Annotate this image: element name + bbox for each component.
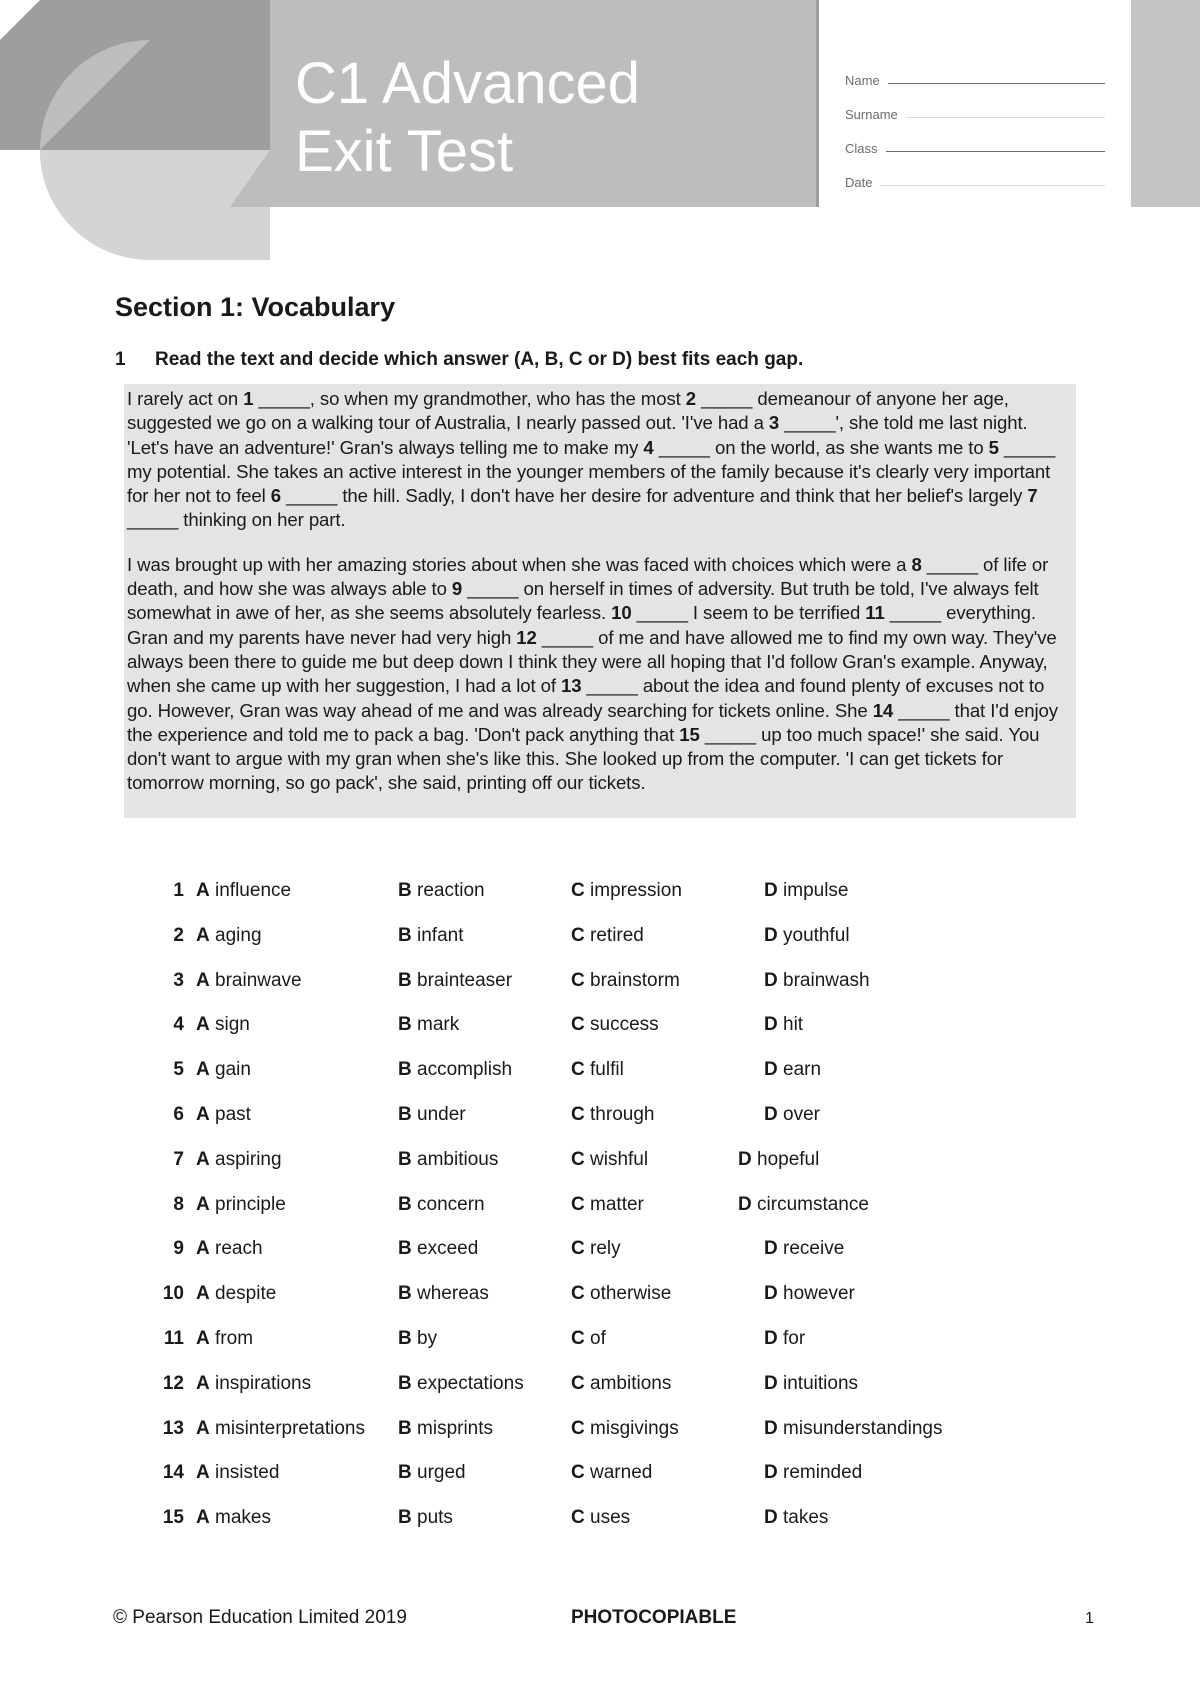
option-letter: A — [196, 924, 210, 946]
option-c[interactable] — [571, 880, 682, 902]
option-c[interactable] — [571, 1238, 621, 1260]
option-word: hopeful — [757, 1148, 820, 1170]
question-number: 1 — [173, 880, 184, 901]
option-a[interactable] — [196, 1328, 253, 1350]
option-word: brainwash — [783, 969, 870, 991]
option-word: urged — [417, 1462, 466, 1484]
option-b[interactable] — [398, 1194, 485, 1216]
option-letter: D — [764, 880, 778, 901]
passage-text: _____ of life or death, and how she was always able to — [127, 553, 1049, 600]
gap-number: 13 — [561, 675, 582, 697]
question-number: 14 — [162, 1462, 184, 1484]
option-word: over — [783, 1103, 820, 1125]
student-details — [845, 54, 1105, 190]
option-letter: A — [196, 1238, 210, 1260]
gap-number: 5 — [988, 436, 999, 458]
option-c[interactable] — [571, 1283, 671, 1305]
option-letter: A — [196, 1417, 210, 1439]
passage-text: I rarely act on — [127, 388, 244, 409]
passage-text: _____ up too much space!' she said. You don't want to argue with my gran when she's like this. She looked up from the computer. 'I can get tickets for tomorrow morning, so go pack', she said, printing off our tickets. — [127, 723, 1040, 794]
option-letter: D — [738, 1193, 752, 1215]
option-letter: B — [398, 1148, 412, 1170]
option-a[interactable] — [196, 1014, 250, 1036]
option-word: brainteaser — [417, 969, 513, 991]
title-line-2: Exit Test — [295, 119, 514, 184]
option-a[interactable] — [196, 925, 262, 947]
question-number: 11 — [163, 1327, 184, 1349]
gap-number: 8 — [911, 553, 922, 575]
option-letter: B — [398, 969, 412, 991]
question-number: 13 — [162, 1417, 184, 1439]
option-letter: C — [571, 969, 585, 991]
option-letter: D — [764, 1059, 778, 1081]
option-word: matter — [590, 1193, 644, 1215]
option-word: aspiring — [215, 1148, 282, 1170]
option-word: ambitious — [417, 1148, 499, 1170]
option-a[interactable] — [196, 1059, 251, 1081]
question-number: 10 — [162, 1283, 184, 1305]
option-letter: A — [196, 1327, 210, 1349]
option-letter: B — [398, 1417, 412, 1439]
option-word: takes — [783, 1507, 829, 1529]
question-number: 8 — [173, 1193, 184, 1215]
gap-number: 15 — [679, 723, 700, 745]
option-letter: D — [764, 1103, 778, 1125]
option-letter: D — [764, 969, 778, 991]
section-heading: Section 1: Vocabulary — [115, 292, 396, 322]
option-d[interactable] — [764, 1462, 862, 1484]
option-letter: A — [196, 1507, 210, 1529]
option-d[interactable] — [764, 1059, 821, 1081]
reading-passage — [124, 384, 1076, 818]
option-a[interactable] — [196, 1238, 263, 1260]
passage-text: _____ on the world, as she wants me to — [653, 436, 989, 458]
question-number: 12 — [162, 1372, 184, 1394]
option-letter: C — [571, 880, 585, 901]
question-number: 3 — [173, 969, 184, 991]
question-number: 2 — [173, 924, 184, 946]
passage-text: _____ thinking on her part. — [127, 509, 346, 531]
option-letter: C — [571, 1238, 585, 1260]
option-word: concern — [417, 1193, 485, 1215]
option-word: makes — [215, 1507, 271, 1529]
footer-copyright: © Pearson Education Limited 2019 — [113, 1607, 407, 1628]
option-word: misprints — [417, 1417, 494, 1439]
option-word: circumstance — [757, 1193, 869, 1215]
option-a[interactable] — [196, 1194, 286, 1216]
option-word: despite — [215, 1283, 277, 1305]
option-a[interactable] — [196, 880, 291, 902]
option-letter: C — [571, 1372, 585, 1394]
option-letter: B — [398, 1462, 412, 1484]
option-letter: D — [764, 1417, 778, 1439]
option-word: reach — [215, 1238, 263, 1260]
option-a[interactable] — [196, 1283, 276, 1305]
option-a[interactable] — [196, 1373, 311, 1395]
passage-text: _____', she told me last night. 'Let's have an adventure!' Gran's always telling me to make my — [127, 412, 1028, 458]
option-d[interactable] — [764, 1418, 943, 1440]
option-word: warned — [590, 1462, 653, 1484]
option-word: infant — [417, 924, 464, 946]
passage-text: _____ about the idea and found plenty of excuses not to go. However, Gran was way ahead of me and was already searching for tickets online. She — [127, 675, 1045, 721]
option-c[interactable] — [571, 1149, 648, 1171]
option-word: brainwave — [215, 969, 302, 991]
option-word: fulfil — [590, 1059, 624, 1081]
option-word: of — [590, 1327, 606, 1349]
passage-text: _____ demeanour of anyone her age, suggested we go on a walking tour of Australia, I nearly passed out. 'I've had a — [127, 388, 1009, 434]
option-letter: D — [764, 1507, 778, 1529]
option-letter: D — [764, 924, 778, 946]
passage-text: _____ the hill. Sadly, I don't have her desire for adventure and think that her belief's largely — [281, 485, 1028, 507]
option-letter: C — [571, 1148, 585, 1170]
option-b[interactable] — [398, 1149, 498, 1171]
option-word: for — [783, 1327, 806, 1349]
option-letter: A — [196, 969, 210, 991]
gap-number: 14 — [872, 699, 894, 721]
class-label: Class — [845, 141, 878, 156]
option-word: success — [590, 1014, 659, 1036]
option-c[interactable] — [571, 1507, 630, 1529]
option-b[interactable] — [398, 1104, 466, 1126]
surname-line — [906, 116, 1105, 118]
option-b[interactable] — [398, 1462, 466, 1484]
class-line — [886, 150, 1105, 152]
option-b[interactable] — [398, 1283, 489, 1305]
option-word: misunderstandings — [783, 1417, 943, 1439]
header-divider — [816, 0, 819, 207]
option-letter: C — [571, 1193, 585, 1215]
option-word: expectations — [417, 1372, 524, 1394]
option-a[interactable] — [196, 970, 302, 992]
option-word: receive — [783, 1238, 845, 1260]
option-word: misinterpretations — [215, 1417, 365, 1439]
option-word: mark — [417, 1014, 460, 1036]
name-line — [888, 82, 1105, 84]
option-c[interactable] — [571, 1462, 652, 1484]
option-letter: D — [764, 1283, 778, 1305]
option-word: intuitions — [783, 1372, 859, 1394]
passage-paragraph-1 — [127, 387, 1073, 533]
surname-field[interactable] — [845, 88, 1105, 122]
task-instruction-text: Read the text and decide which answer (A, B, C or D) best fits each gap. — [155, 349, 804, 370]
option-word: rely — [590, 1238, 621, 1260]
option-word: uses — [590, 1507, 631, 1529]
option-word: principle — [215, 1193, 286, 1215]
option-letter: A — [196, 1462, 210, 1484]
option-b[interactable] — [398, 1418, 493, 1440]
header-right-strip — [1131, 0, 1200, 207]
option-word: whereas — [417, 1283, 489, 1305]
option-b[interactable] — [398, 1238, 478, 1260]
option-letter: B — [398, 1103, 412, 1125]
option-b[interactable] — [398, 880, 485, 902]
date-label: Date — [845, 175, 873, 190]
option-letter: A — [196, 1059, 210, 1081]
task-number: 1 — [115, 349, 126, 370]
gap-number: 3 — [768, 412, 780, 434]
option-a[interactable] — [196, 1104, 251, 1126]
option-word: influence — [215, 880, 292, 901]
option-letter: C — [571, 1507, 585, 1529]
option-letter: A — [196, 1193, 210, 1215]
date-field[interactable] — [845, 156, 1105, 190]
option-letter: A — [196, 880, 210, 901]
option-letter: C — [571, 1103, 585, 1125]
option-letter: D — [764, 1372, 778, 1394]
logo-graphic — [0, 0, 270, 260]
option-word: accomplish — [417, 1059, 513, 1081]
option-letter: D — [764, 1014, 778, 1036]
option-b[interactable] — [398, 925, 464, 947]
test-title — [295, 50, 640, 186]
gap-number: 10 — [611, 602, 632, 624]
date-line — [880, 184, 1105, 186]
option-word: brainstorm — [590, 969, 680, 991]
passage-text: _____ on herself in times of adversity. But truth be told, I've always felt somewhat in awe of her, as she seems absolutely fearless. — [127, 578, 1039, 624]
gap-number: 4 — [643, 436, 654, 458]
option-word: wishful — [590, 1148, 649, 1170]
option-letter: C — [571, 1417, 585, 1439]
option-word: reaction — [417, 880, 485, 901]
gap-number: 1 — [243, 388, 254, 409]
option-word: however — [783, 1283, 855, 1305]
option-word: from — [215, 1327, 254, 1349]
option-word: reminded — [783, 1462, 863, 1484]
option-letter: B — [398, 1014, 412, 1036]
option-letter: D — [764, 1462, 778, 1484]
option-c[interactable] — [571, 1104, 654, 1126]
option-d[interactable] — [764, 1328, 805, 1350]
option-letter: B — [398, 1238, 412, 1260]
option-d[interactable] — [764, 1014, 803, 1036]
option-letter: A — [196, 1148, 210, 1170]
passage-text: _____ I seem to be terrified — [631, 602, 866, 624]
class-field[interactable] — [845, 122, 1105, 156]
option-letter: A — [196, 1283, 210, 1305]
option-letter: B — [398, 1327, 412, 1349]
option-letter: B — [398, 1372, 412, 1394]
passage-text: I was brought up with her amazing stories about when she was faced with choices which were a — [127, 553, 912, 575]
passage-text: _____, so when my grandmother, who has the most — [253, 388, 686, 409]
option-d[interactable] — [764, 1104, 820, 1126]
option-word: aging — [215, 924, 262, 946]
passage-text: _____ of me and have allowed me to find my own way. They've always been there to guide me but deep down I think they were all hoping that I'd follow Gran's example. Anyway, when she came up with her suggestion, I had a lot of — [127, 626, 1057, 697]
option-word: by — [417, 1327, 438, 1349]
option-letter: B — [398, 1193, 412, 1215]
option-c[interactable] — [571, 970, 680, 992]
gap-number: 12 — [516, 626, 537, 648]
name-field[interactable] — [845, 54, 1105, 88]
question-number: 4 — [173, 1014, 184, 1036]
option-word: inspirations — [215, 1372, 312, 1394]
option-c[interactable] — [571, 1059, 624, 1081]
option-word: ambitions — [590, 1372, 672, 1394]
passage-paragraph-2 — [127, 553, 1073, 796]
option-d[interactable] — [738, 1149, 819, 1171]
option-letter: A — [196, 1014, 210, 1036]
option-letter: B — [398, 1507, 412, 1529]
option-word: retired — [590, 924, 644, 946]
option-letter: D — [764, 1327, 778, 1349]
title-line-1: C1 Advanced — [295, 51, 641, 116]
option-d[interactable] — [764, 1283, 855, 1305]
option-word: sign — [215, 1014, 250, 1036]
gap-number: 7 — [1027, 485, 1038, 507]
question-number: 5 — [173, 1059, 184, 1081]
page-number: 1 — [1085, 1610, 1094, 1627]
option-letter: C — [571, 924, 585, 946]
option-letter: B — [398, 1059, 412, 1081]
option-word: misgivings — [590, 1417, 679, 1439]
option-word: hit — [783, 1014, 804, 1036]
option-letter: B — [398, 880, 412, 901]
option-letter: B — [398, 1283, 412, 1305]
option-letter: C — [571, 1059, 585, 1081]
option-d[interactable] — [764, 880, 849, 902]
option-word: impulse — [783, 880, 849, 901]
passage-text: _____ my potential. She takes an active interest in the younger members of the family because it's clearly very important for her not to feel — [127, 436, 1056, 507]
option-d[interactable] — [764, 970, 870, 992]
option-b[interactable] — [398, 1014, 459, 1036]
option-word: exceed — [417, 1238, 479, 1260]
option-b[interactable] — [398, 1328, 437, 1350]
option-b[interactable] — [398, 1373, 524, 1395]
question-number: 15 — [162, 1507, 184, 1529]
footer-photocopiable: PHOTOCOPIABLE — [571, 1607, 737, 1628]
question-number: 6 — [173, 1103, 184, 1125]
gap-number: 6 — [270, 485, 281, 507]
option-word: insisted — [215, 1462, 280, 1484]
option-d[interactable] — [738, 1194, 869, 1216]
option-word: impression — [590, 880, 682, 901]
option-a[interactable] — [196, 1462, 279, 1484]
surname-label: Surname — [845, 107, 898, 122]
option-letter: A — [196, 1103, 210, 1125]
option-c[interactable] — [571, 925, 644, 947]
gap-number: 2 — [685, 388, 697, 409]
option-b[interactable] — [398, 1059, 512, 1081]
passage-text: _____ that I'd enjoy the experience and told me to pack a bag. 'Don't pack anything that — [127, 699, 1058, 745]
option-letter: A — [196, 1372, 210, 1394]
gap-number: 9 — [451, 578, 463, 600]
task-instruction — [115, 349, 803, 371]
option-b[interactable] — [398, 970, 512, 992]
option-d[interactable] — [764, 1507, 828, 1529]
question-number: 9 — [173, 1238, 184, 1260]
option-letter: B — [398, 924, 412, 946]
gap-number: 11 — [865, 602, 885, 624]
option-d[interactable] — [764, 1373, 858, 1395]
option-word: otherwise — [590, 1283, 672, 1305]
question-number: 7 — [173, 1148, 184, 1170]
option-word: through — [590, 1103, 655, 1125]
option-c[interactable] — [571, 1194, 644, 1216]
option-letter: C — [571, 1462, 585, 1484]
option-c[interactable] — [571, 1328, 606, 1350]
option-word: under — [417, 1103, 466, 1125]
option-word: puts — [417, 1507, 453, 1529]
passage-text: _____ everything. Gran and my parents have never had very high — [127, 602, 1036, 648]
option-c[interactable] — [571, 1014, 659, 1036]
option-d[interactable] — [764, 1238, 844, 1260]
option-a[interactable] — [196, 1507, 271, 1529]
option-a[interactable] — [196, 1149, 282, 1171]
name-label: Name — [845, 73, 880, 88]
option-word: youthful — [783, 924, 850, 946]
option-word: past — [215, 1103, 251, 1125]
option-letter: C — [571, 1283, 585, 1305]
option-b[interactable] — [398, 1507, 453, 1529]
option-word: gain — [215, 1059, 251, 1081]
option-letter: C — [571, 1014, 585, 1036]
option-d[interactable] — [764, 925, 850, 947]
option-c[interactable] — [571, 1418, 679, 1440]
option-letter: C — [571, 1327, 585, 1349]
option-letter: D — [764, 1238, 778, 1260]
option-letter: D — [738, 1148, 752, 1170]
option-word: earn — [783, 1059, 822, 1081]
option-c[interactable] — [571, 1373, 671, 1395]
option-a[interactable] — [196, 1418, 365, 1440]
